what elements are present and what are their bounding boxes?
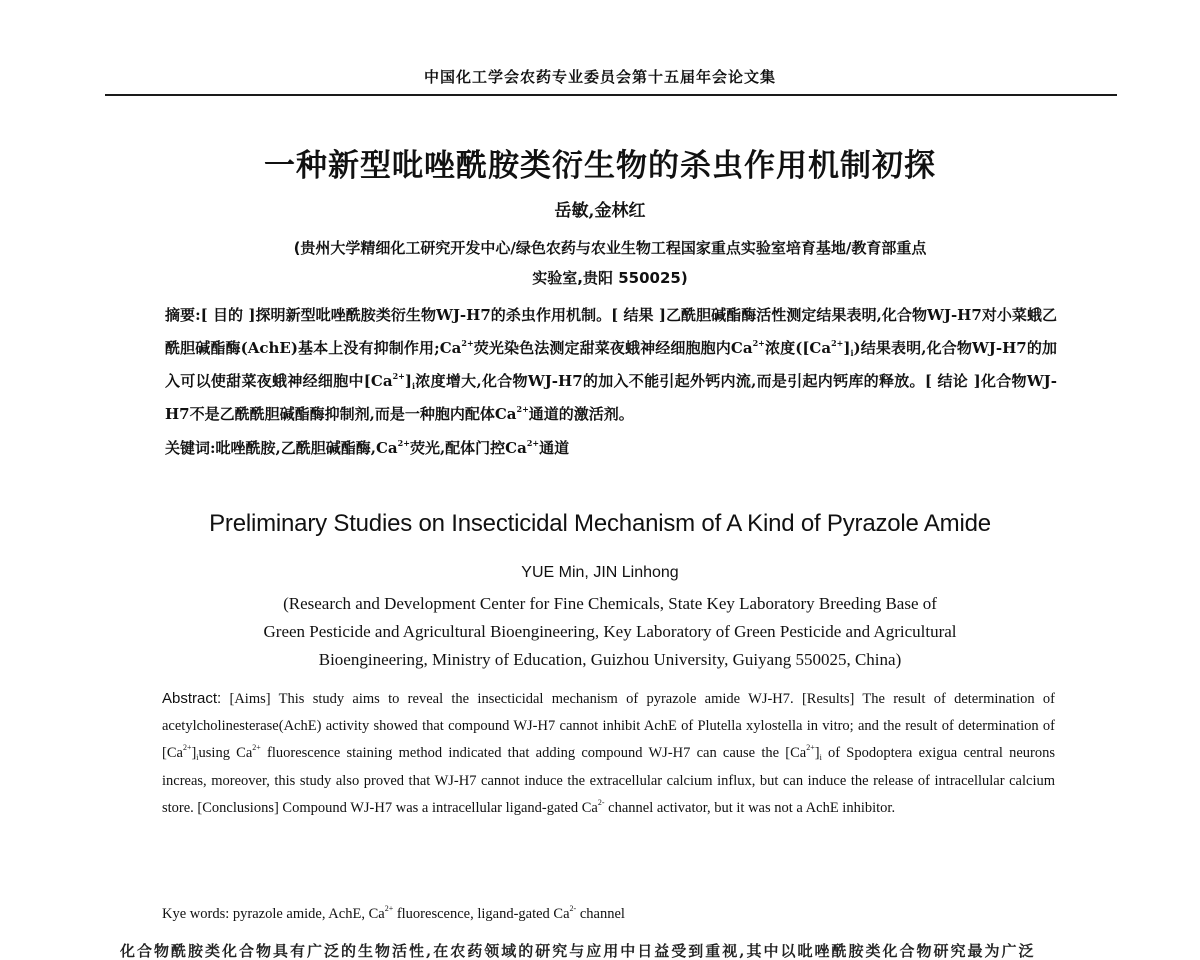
chinese-authors: 岳敏,金林红 [554,201,646,221]
abstract-text: using Ca [198,745,253,762]
keywords-text: pyrazole amide, AchE, Ca [229,906,385,922]
keywords-text: channel [576,906,625,922]
keywords-text: 通道 [539,439,570,457]
superscript: 2+ [831,338,844,348]
chinese-affiliation-line: 实验室,贵阳 550025) [532,269,688,287]
cutoff-body-line [120,942,1095,960]
abstract-text: )结果表明,化合物WJ-H7的加入可以使甜菜夜蛾神经细胞中[Ca [165,339,1057,390]
chinese-abstract [165,299,1057,431]
english-authors: YUE Min, JIN Linhong [521,564,679,581]
superscript: 2+ [182,743,192,753]
english-keywords-label: Kye words: [162,906,230,922]
keywords-text: 荧光,配体门控Ca [409,439,527,457]
english-keywords [162,901,1055,928]
chinese-keywords [165,432,1057,465]
abstract-text: 浓度([Ca [764,339,832,357]
subscript: i [850,348,854,358]
abstract-aims-text: 探明新型吡唑酰胺类衍生物WJ-H7的杀虫作用机制。 [255,306,612,324]
chinese-affiliation-line: (贵州大学精细化工研究开发中心/绿色农药与农业生物工程国家重点实验室培育基地/教育部重点 [293,239,927,257]
subscript: i [819,753,822,763]
keywords-text: fluorescence, ligand-gated Ca [393,906,570,922]
subscript: i [196,753,199,763]
english-affiliation [150,590,1070,674]
superscript: 2- [597,797,605,807]
superscript: 2+ [392,371,405,381]
superscript: 2+ [806,743,815,753]
superscript: 2+ [252,743,261,753]
abstract-text: 荧光染色法测定甜菜夜蛾神经细胞胞内Ca [473,339,753,357]
chinese-affiliation [150,233,1070,293]
abstract-text: 化合物WJ-H7不是乙酰酰胆碱酯酶抑制剂,而是一种胞内配体Ca [165,372,1058,423]
abstract-text: 浓度增大,化合物WJ-H7的加入不能引起外钙内流,而是引起内钙库的释放。 [415,372,925,390]
english-affiliation-line: Green Pesticide and Agricultural Bioengineering, Key Laboratory of Green Pesticide and Agricultural [263,622,957,641]
chinese-keywords-label: 关键词: [165,439,216,457]
abstract-text: ] [404,372,412,390]
superscript: 2+ [752,338,765,348]
superscript: 2+ [516,404,529,414]
abstract-text: ] [191,745,197,762]
superscript: 2+ [397,438,410,448]
abstract-text: of Spodoptera exigua central neurons increas, moreover, this study also proved that WJ-H7 cannot induce the extracellular calcium influx, but can induce the release of intracellular calcium store. [Conclusions] Compound WJ-H7 was a intracellular ligand-gated Ca [162,745,1055,816]
running-header: 中国化工学会农药专业委员会第十五届年会论文集 [423,68,776,86]
conclusions-tag: [ 结论 ] [924,372,981,390]
english-abstract-label: Abstract: [162,690,222,707]
keywords-text: 吡唑酰胺,乙酰胆碱酯酶,Ca [215,439,398,457]
abstract-text: ] [814,745,820,762]
abstract-text: channel activator, but it was not a AchE inhibitor. [604,799,896,816]
abstract-text: ] [843,339,851,357]
superscript: 2+ [384,904,394,913]
subscript: i [411,381,415,391]
superscript: 2- [569,904,577,913]
english-title: Preliminary Studies on Insecticidal Mechanism of A Kind of Pyrazole Amide [209,510,991,537]
cutoff-text: 化合物酰胺类化合物具有广泛的生物活性,在农药领域的研究与应用中日益受到重视,其中以吡唑酰胺类化合物研究最为广泛 [120,942,1036,960]
abstract-text: 通道的激活剂。 [528,405,634,423]
english-affiliation-line: Bioengineering, Ministry of Education, Guizhou University, Guiyang 550025, China) [318,650,902,669]
chinese-abstract-label: 摘要: [165,306,201,324]
abstract-text: 乙酰胆碱酯酶活性测定结果表明,化合物WJ-H7对小菜蛾乙酰胆碱酯酶(AchE)基本上没有抑制作用;Ca [165,306,1057,357]
abstract-text: fluorescence staining method indicated that adding compound WJ-H7 can cause the [Ca [260,745,807,762]
superscript: 2+ [526,438,540,448]
header-rule [105,94,1117,96]
chinese-title: 一种新型吡唑酰胺类衍生物的杀虫作用机制初探 [264,148,936,184]
abstract-text: [Aims] This study aims to reveal the insecticidal mechanism of pyrazole amide WJ-H7. [Results] The result of determination of acetylcholinesterase(AchE) activity showed that compound WJ-H7 cannot inhibit AchE of Plutella xylostella in vitro; and the result of determination of [Ca [162,691,1055,762]
english-abstract [162,685,1055,822]
english-affiliation-line: (Research and Development Center for Fine Chemicals, State Key Laboratory Breeding Base of [283,594,937,613]
aims-tag: [ 目的 ] [200,306,256,324]
superscript: 2+ [461,338,474,348]
results-tag: [ 结果 ] [611,306,666,324]
